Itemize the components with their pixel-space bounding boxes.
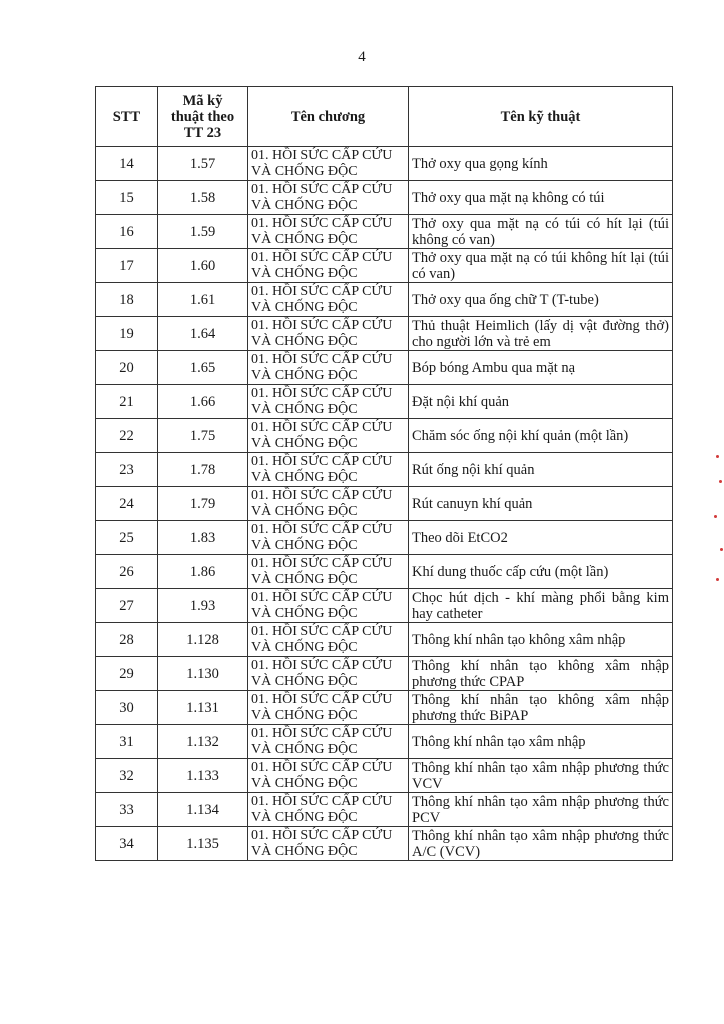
cell-ten-ky-thuat [409,555,673,589]
cell-stt: 19 [96,317,158,351]
table-row [96,419,673,453]
header-stt: STT [96,87,158,147]
cell-stt: 15 [96,181,158,215]
chuong-line: VÀ CHỐNG ĐỘC [251,537,358,553]
cell-stt: 26 [96,555,158,589]
cell-ten-chuong [248,181,409,215]
cell-ma-ky-thuat: 1.79 [158,487,248,521]
cell-stt: 27 [96,589,158,623]
chuong-line: 01. HỒI SỨC CẤP CỨU [251,759,393,775]
cell-ma-ky-thuat: 1.93 [158,589,248,623]
cell-ma-ky-thuat: 1.58 [158,181,248,215]
cell-stt: 31 [96,725,158,759]
cell-ten-ky-thuat [409,521,673,555]
chuong-line: 01. HỒI SỨC CẤP CỨU [251,317,393,333]
chuong-line: VÀ CHỐNG ĐỘC [251,673,358,689]
ten-ky-thuat-text: Khí dung thuốc cấp cứu (một lần) [412,563,609,580]
cell-ten-ky-thuat [409,759,673,793]
cell-stt: 21 [96,385,158,419]
cell-ten-ky-thuat [409,589,673,623]
chuong-line: VÀ CHỐNG ĐỘC [251,843,358,859]
stamp-mark [714,515,717,518]
cell-ten-chuong [248,691,409,725]
cell-ten-chuong [248,453,409,487]
ten-ky-thuat-text: Thở oxy qua ống chữ T (T-tube) [412,291,599,308]
cell-ten-ky-thuat [409,181,673,215]
cell-ten-ky-thuat [409,385,673,419]
chuong-line: VÀ CHỐNG ĐỘC [251,639,358,655]
ten-ky-thuat-text: Thở oxy qua mặt nạ có túi có hít lại (túi không có van) [412,215,669,248]
table-row [96,147,673,181]
cell-stt: 30 [96,691,158,725]
table-header-row [96,87,673,147]
cell-ten-chuong [248,793,409,827]
chuong-line: VÀ CHỐNG ĐỘC [251,401,358,417]
cell-ten-chuong [248,521,409,555]
ten-ky-thuat-text: Thông khí nhân tạo xâm nhập [412,733,586,750]
table-body [96,147,673,861]
cell-ma-ky-thuat: 1.130 [158,657,248,691]
chuong-line: VÀ CHỐNG ĐỘC [251,299,358,315]
cell-ten-chuong [248,147,409,181]
header-ten-ky-thuat: Tên kỹ thuật [409,87,673,147]
chuong-line: 01. HỒI SỨC CẤP CỨU [251,725,393,741]
table-row [96,181,673,215]
chuong-line: 01. HỒI SỨC CẤP CỨU [251,691,393,707]
stamp-mark [716,578,719,581]
ten-ky-thuat-text: Thông khí nhân tạo không xâm nhập [412,631,626,648]
ten-ky-thuat-text: Thở oxy qua gọng kính [412,155,548,172]
chuong-line: 01. HỒI SỨC CẤP CỨU [251,419,393,435]
chuong-line: VÀ CHỐNG ĐỘC [251,775,358,791]
cell-stt: 34 [96,827,158,861]
cell-ten-chuong [248,725,409,759]
cell-ma-ky-thuat: 1.134 [158,793,248,827]
table-row [96,317,673,351]
table-row [96,283,673,317]
chuong-line: 01. HỒI SỨC CẤP CỨU [251,215,393,231]
cell-ma-ky-thuat: 1.128 [158,623,248,657]
chuong-line: 01. HỒI SỨC CẤP CỨU [251,351,393,367]
cell-ten-chuong [248,487,409,521]
cell-ten-chuong [248,385,409,419]
chuong-line: VÀ CHỐNG ĐỘC [251,367,358,383]
chuong-line: 01. HỒI SỨC CẤP CỨU [251,181,393,197]
cell-ten-ky-thuat [409,147,673,181]
cell-ma-ky-thuat: 1.61 [158,283,248,317]
cell-stt: 33 [96,793,158,827]
cell-ma-ky-thuat: 1.66 [158,385,248,419]
ten-ky-thuat-text: Thông khí nhân tạo không xâm nhập phương thức BiPAP [412,691,669,724]
cell-stt: 17 [96,249,158,283]
cell-ten-ky-thuat [409,793,673,827]
cell-ten-ky-thuat [409,487,673,521]
chuong-line: 01. HỒI SỨC CẤP CỨU [251,487,393,503]
chuong-line: VÀ CHỐNG ĐỘC [251,707,358,723]
cell-ma-ky-thuat: 1.64 [158,317,248,351]
table-row [96,351,673,385]
chuong-line: 01. HỒI SỨC CẤP CỨU [251,385,393,401]
cell-ten-chuong [248,283,409,317]
ten-ky-thuat-text: Rút canuyn khí quản [412,495,533,512]
cell-stt: 14 [96,147,158,181]
ten-ky-thuat-text: Thông khí nhân tạo xâm nhập phương thức PCV [412,793,669,826]
cell-ma-ky-thuat: 1.57 [158,147,248,181]
table-row [96,725,673,759]
cell-ten-ky-thuat [409,283,673,317]
chuong-line: 01. HỒI SỨC CẤP CỨU [251,249,393,265]
table-row [96,589,673,623]
table-row [96,453,673,487]
chuong-line: VÀ CHỐNG ĐỘC [251,469,358,485]
chuong-line: 01. HỒI SỨC CẤP CỨU [251,623,393,639]
ten-ky-thuat-text: Bóp bóng Ambu qua mặt nạ [412,359,576,376]
cell-ma-ky-thuat: 1.131 [158,691,248,725]
header-ten-chuong: Tên chương [248,87,409,147]
cell-ma-ky-thuat: 1.133 [158,759,248,793]
cell-ten-chuong [248,249,409,283]
header-ma-line-3: TT 23 [183,124,222,141]
chuong-line: 01. HỒI SỨC CẤP CỨU [251,521,393,537]
cell-ten-ky-thuat [409,827,673,861]
cell-stt: 18 [96,283,158,317]
cell-ma-ky-thuat: 1.86 [158,555,248,589]
table-row [96,521,673,555]
chuong-line: VÀ CHỐNG ĐỘC [251,571,358,587]
cell-ten-chuong [248,657,409,691]
chuong-line: VÀ CHỐNG ĐỘC [251,605,358,621]
cell-ten-ky-thuat [409,725,673,759]
table-row [96,623,673,657]
chuong-line: 01. HỒI SỨC CẤP CỨU [251,827,393,843]
ten-ky-thuat-text: Thở oxy qua mặt nạ không có túi [412,189,605,206]
header-ma-line-2: thuật theo [170,108,235,125]
table-row [96,657,673,691]
table-row [96,691,673,725]
header-ma-line-1: Mã kỹ [182,92,223,109]
cell-ten-ky-thuat [409,657,673,691]
table-row [96,215,673,249]
ten-ky-thuat-text: Rút ống nội khí quản [412,461,535,478]
cell-ten-chuong [248,351,409,385]
cell-ten-chuong [248,419,409,453]
cell-ten-chuong [248,827,409,861]
cell-ma-ky-thuat: 1.135 [158,827,248,861]
cell-stt: 29 [96,657,158,691]
ten-ky-thuat-text: Thông khí nhân tạo xâm nhập phương thức A/C (VCV) [412,827,669,860]
chuong-line: 01. HỒI SỨC CẤP CỨU [251,657,393,673]
ten-ky-thuat-text: Thông khí nhân tạo không xâm nhập phương thức CPAP [412,657,669,690]
chuong-line: VÀ CHỐNG ĐỘC [251,741,358,757]
ten-ky-thuat-text: Theo dõi EtCO2 [412,529,508,546]
chuong-line: 01. HỒI SỨC CẤP CỨU [251,555,393,571]
chuong-line: 01. HỒI SỨC CẤP CỨU [251,589,393,605]
stamp-mark [720,548,723,551]
cell-ten-chuong [248,555,409,589]
cell-stt: 22 [96,419,158,453]
cell-ten-chuong [248,623,409,657]
cell-ten-chuong [248,317,409,351]
cell-ten-chuong [248,759,409,793]
cell-ten-ky-thuat [409,419,673,453]
chuong-line: 01. HỒI SỨC CẤP CỨU [251,283,393,299]
cell-ma-ky-thuat: 1.60 [158,249,248,283]
cell-ma-ky-thuat: 1.83 [158,521,248,555]
table-row [96,827,673,861]
cell-ten-chuong [248,215,409,249]
cell-stt: 32 [96,759,158,793]
table-row [96,793,673,827]
table-row [96,249,673,283]
cell-stt: 20 [96,351,158,385]
ten-ky-thuat-text: Chọc hút dịch - khí màng phổi bằng kim hay catheter [412,589,669,622]
chuong-line: VÀ CHỐNG ĐỘC [251,197,358,213]
cell-stt: 25 [96,521,158,555]
table-row [96,555,673,589]
chuong-line: VÀ CHỐNG ĐỘC [251,333,358,349]
stamp-mark [716,455,719,458]
chuong-line: 01. HỒI SỨC CẤP CỨU [251,793,393,809]
cell-ten-ky-thuat [409,351,673,385]
chuong-line: VÀ CHỐNG ĐỘC [251,503,358,519]
cell-ten-ky-thuat [409,215,673,249]
cell-ma-ky-thuat: 1.59 [158,215,248,249]
chuong-line: VÀ CHỐNG ĐỘC [251,163,358,179]
ten-ky-thuat-text: Thủ thuật Heimlich (lấy dị vật đường thở) cho người lớn và trẻ em [412,317,669,350]
ten-ky-thuat-text: Thông khí nhân tạo xâm nhập phương thức VCV [412,759,669,792]
table-row [96,487,673,521]
ten-ky-thuat-text: Chăm sóc ống nội khí quản (một lần) [412,427,629,444]
technique-table [95,86,673,861]
cell-ten-ky-thuat [409,691,673,725]
cell-stt: 23 [96,453,158,487]
cell-ten-ky-thuat [409,623,673,657]
cell-ma-ky-thuat: 1.65 [158,351,248,385]
cell-ten-ky-thuat [409,453,673,487]
cell-ten-chuong [248,589,409,623]
cell-ten-ky-thuat [409,249,673,283]
cell-ma-ky-thuat: 1.75 [158,419,248,453]
cell-ma-ky-thuat: 1.78 [158,453,248,487]
chuong-line: 01. HỒI SỨC CẤP CỨU [251,453,393,469]
chuong-line: 01. HỒI SỨC CẤP CỨU [251,147,393,163]
chuong-line: VÀ CHỐNG ĐỘC [251,809,358,825]
page-number: 4 [358,49,366,65]
header-ma-ky-thuat [158,87,248,147]
ten-ky-thuat-text: Thở oxy qua mặt nạ có túi không hít lại (túi có van) [412,249,669,282]
cell-ten-ky-thuat [409,317,673,351]
chuong-line: VÀ CHỐNG ĐỘC [251,435,358,451]
table-row [96,385,673,419]
cell-stt: 28 [96,623,158,657]
ten-ky-thuat-text: Đặt nội khí quản [412,393,510,410]
chuong-line: VÀ CHỐNG ĐỘC [251,231,358,247]
cell-stt: 16 [96,215,158,249]
cell-stt: 24 [96,487,158,521]
chuong-line: VÀ CHỐNG ĐỘC [251,265,358,281]
table-row [96,759,673,793]
cell-ma-ky-thuat: 1.132 [158,725,248,759]
stamp-mark [719,480,722,483]
